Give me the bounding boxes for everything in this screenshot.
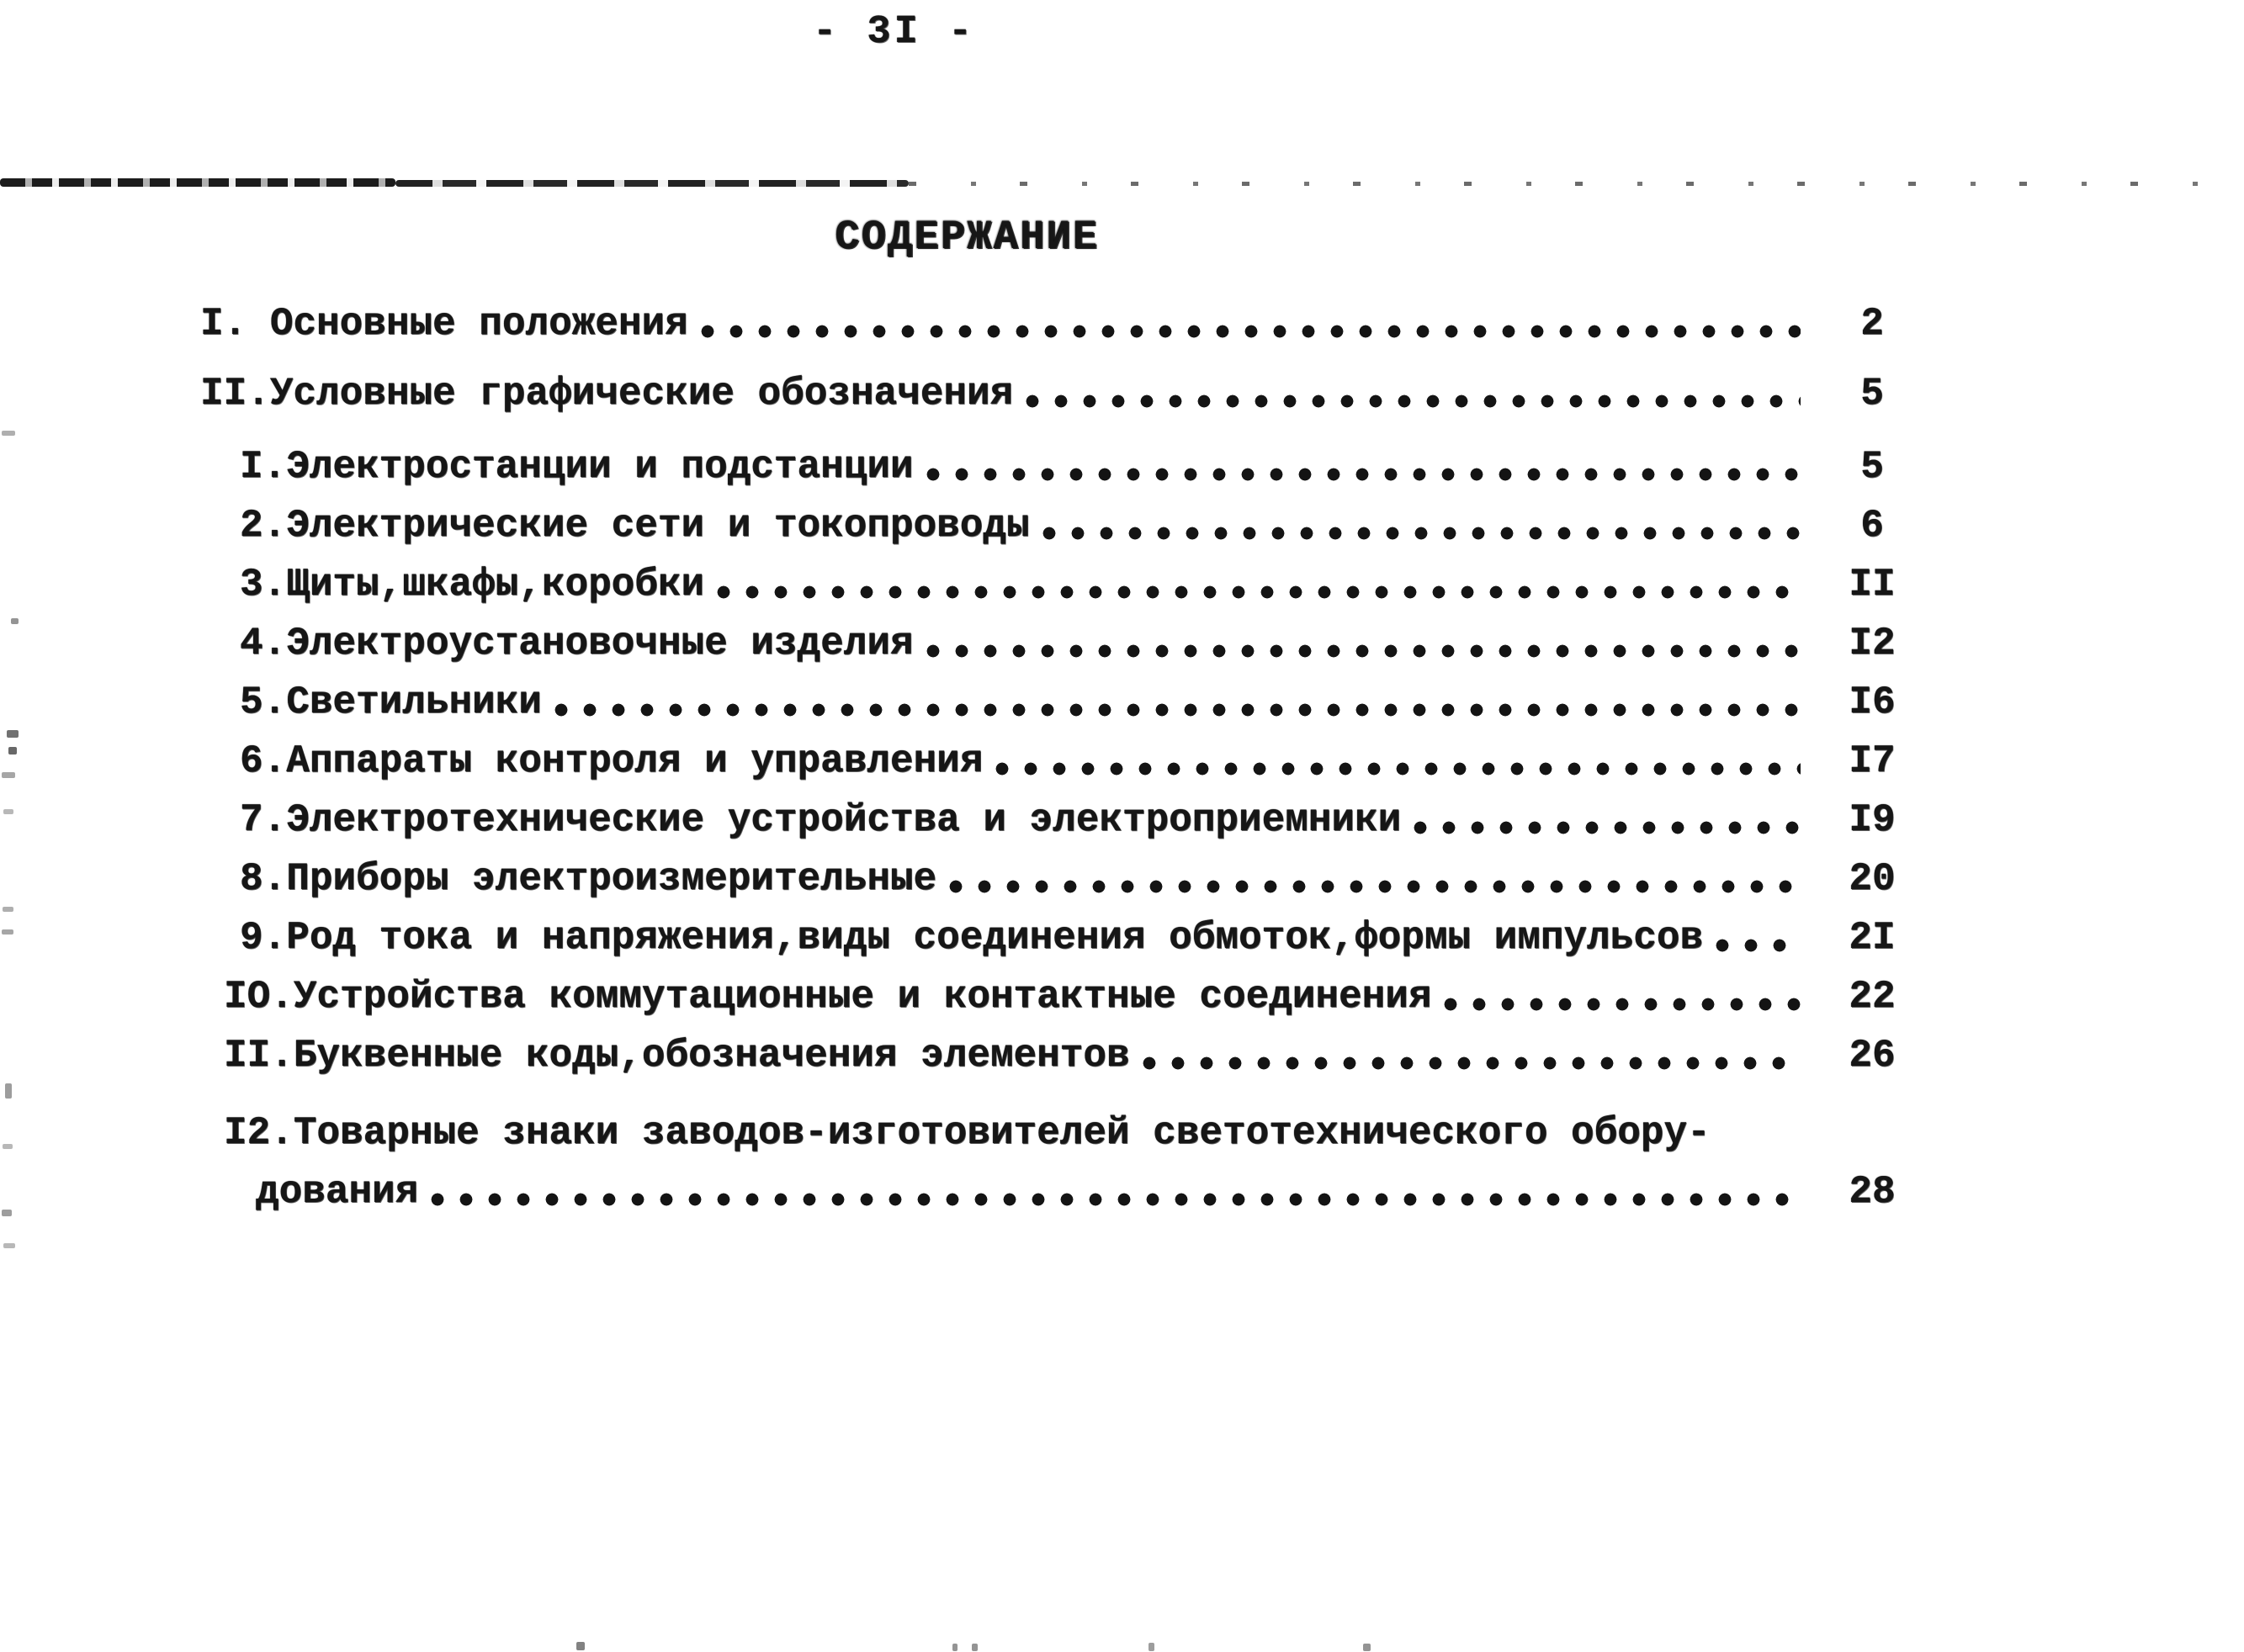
scan-speck xyxy=(3,809,13,814)
dot-leader xyxy=(423,1162,1801,1221)
toc-entry-text: 2.Электрические сети и токопроводы xyxy=(240,504,1030,548)
toc-row xyxy=(200,791,1935,850)
dot-leader xyxy=(547,673,1801,732)
dot-leader xyxy=(1135,1026,1801,1085)
scan-speck xyxy=(3,907,13,912)
dot-leader xyxy=(1436,967,1801,1026)
scan-speck xyxy=(11,618,19,624)
dot-leader xyxy=(1716,1104,1801,1162)
toc-page-number: 22 xyxy=(1849,975,1896,1019)
toc-page-number: 26 xyxy=(1849,1034,1896,1078)
toc-entry-text: 6.Аппараты контроля и управления xyxy=(240,739,984,783)
scan-speck xyxy=(7,730,19,738)
toc-row xyxy=(200,496,1935,555)
toc-row xyxy=(200,967,1935,1026)
toc-page-number: 2I xyxy=(1849,916,1896,960)
scan-speck xyxy=(576,1642,585,1650)
toc-row xyxy=(200,1104,1935,1162)
toc-row xyxy=(200,1026,1935,1085)
torn-rule-left xyxy=(0,178,395,187)
toc-page-number: I2 xyxy=(1849,622,1896,665)
toc-row xyxy=(200,908,1935,967)
dot-leader xyxy=(1406,791,1801,850)
scan-speck xyxy=(972,1644,978,1651)
toc-page-number: 6 xyxy=(1860,504,1884,548)
dot-leader xyxy=(693,294,1801,353)
toc-row xyxy=(200,294,1935,353)
dot-leader xyxy=(919,437,1801,496)
table-of-contents xyxy=(200,294,1935,1221)
toc-row xyxy=(200,850,1935,908)
scan-speck xyxy=(3,1243,15,1248)
toc-entry-text: I2.Товарные знаки заводов-изготовителей светотехнического обору- xyxy=(224,1111,1711,1155)
toc-entry-text: 3.Щиты,шкафы,коробки xyxy=(240,563,705,606)
toc-row xyxy=(200,437,1935,496)
toc-page-number: II xyxy=(1849,563,1896,606)
dot-leader xyxy=(1035,496,1801,555)
toc-heading: СОДЕРЖАНИЕ xyxy=(835,214,1100,261)
scan-speck xyxy=(8,747,17,755)
scan-speck xyxy=(952,1644,958,1651)
dot-leader xyxy=(942,850,1801,908)
toc-row xyxy=(200,732,1935,791)
toc-entry-text: 9.Род тока и напряжения,виды соединения обмоток,формы импульсов xyxy=(240,916,1704,960)
scan-speck xyxy=(5,1083,12,1099)
scan-speck xyxy=(3,1144,13,1149)
toc-page-number: 5 xyxy=(1860,445,1884,489)
scan-speck xyxy=(2,1210,12,1216)
toc-page-number: 5 xyxy=(1860,372,1884,416)
scan-speck xyxy=(2,772,15,778)
scan-speck xyxy=(2,431,15,436)
toc-entry-text: 4.Электроустановочные изделия xyxy=(240,622,914,665)
scan-speck xyxy=(1149,1643,1154,1651)
torn-rule-right xyxy=(909,182,2221,186)
toc-page-number: 28 xyxy=(1849,1170,1896,1214)
toc-page-number: 20 xyxy=(1849,857,1896,901)
dot-leader xyxy=(709,555,1801,614)
toc-entry-text: IO.Устройства коммутационные и контактные соединения xyxy=(224,975,1432,1019)
toc-page-number: 2 xyxy=(1860,302,1884,346)
toc-entry-text: II.Условные графические обозначения xyxy=(200,372,1014,416)
toc-page-number: I9 xyxy=(1849,798,1896,842)
scan-speck xyxy=(1363,1644,1371,1651)
toc-row xyxy=(200,364,1935,423)
toc-entry-text: I. Основные положения xyxy=(200,302,688,346)
toc-row-continuation xyxy=(200,1162,1935,1221)
dot-leader xyxy=(919,614,1801,673)
toc-entry-text: 8.Приборы электроизмерительные xyxy=(240,857,937,901)
toc-row xyxy=(200,614,1935,673)
toc-entry-text: II.Буквенные коды,обозначения элементов xyxy=(224,1034,1130,1078)
torn-rule-middle xyxy=(395,180,909,187)
toc-row xyxy=(200,555,1935,614)
toc-entry-text: 7.Электротехнические устройства и электроприемники xyxy=(240,798,1402,842)
toc-entry-text: 5.Светильники xyxy=(240,680,542,724)
scan-speck xyxy=(2,929,13,935)
toc-page-number: I6 xyxy=(1849,680,1896,724)
dot-leader xyxy=(988,732,1801,791)
dot-leader xyxy=(1708,908,1801,967)
page-number-label: - 3I - xyxy=(813,10,976,55)
toc-row xyxy=(200,673,1935,732)
toc-page-number: I7 xyxy=(1849,739,1896,783)
toc-entry-text: I.Электростанции и подстанции xyxy=(240,445,914,489)
dot-leader xyxy=(1018,364,1801,423)
toc-entry-text: дования xyxy=(256,1170,419,1214)
